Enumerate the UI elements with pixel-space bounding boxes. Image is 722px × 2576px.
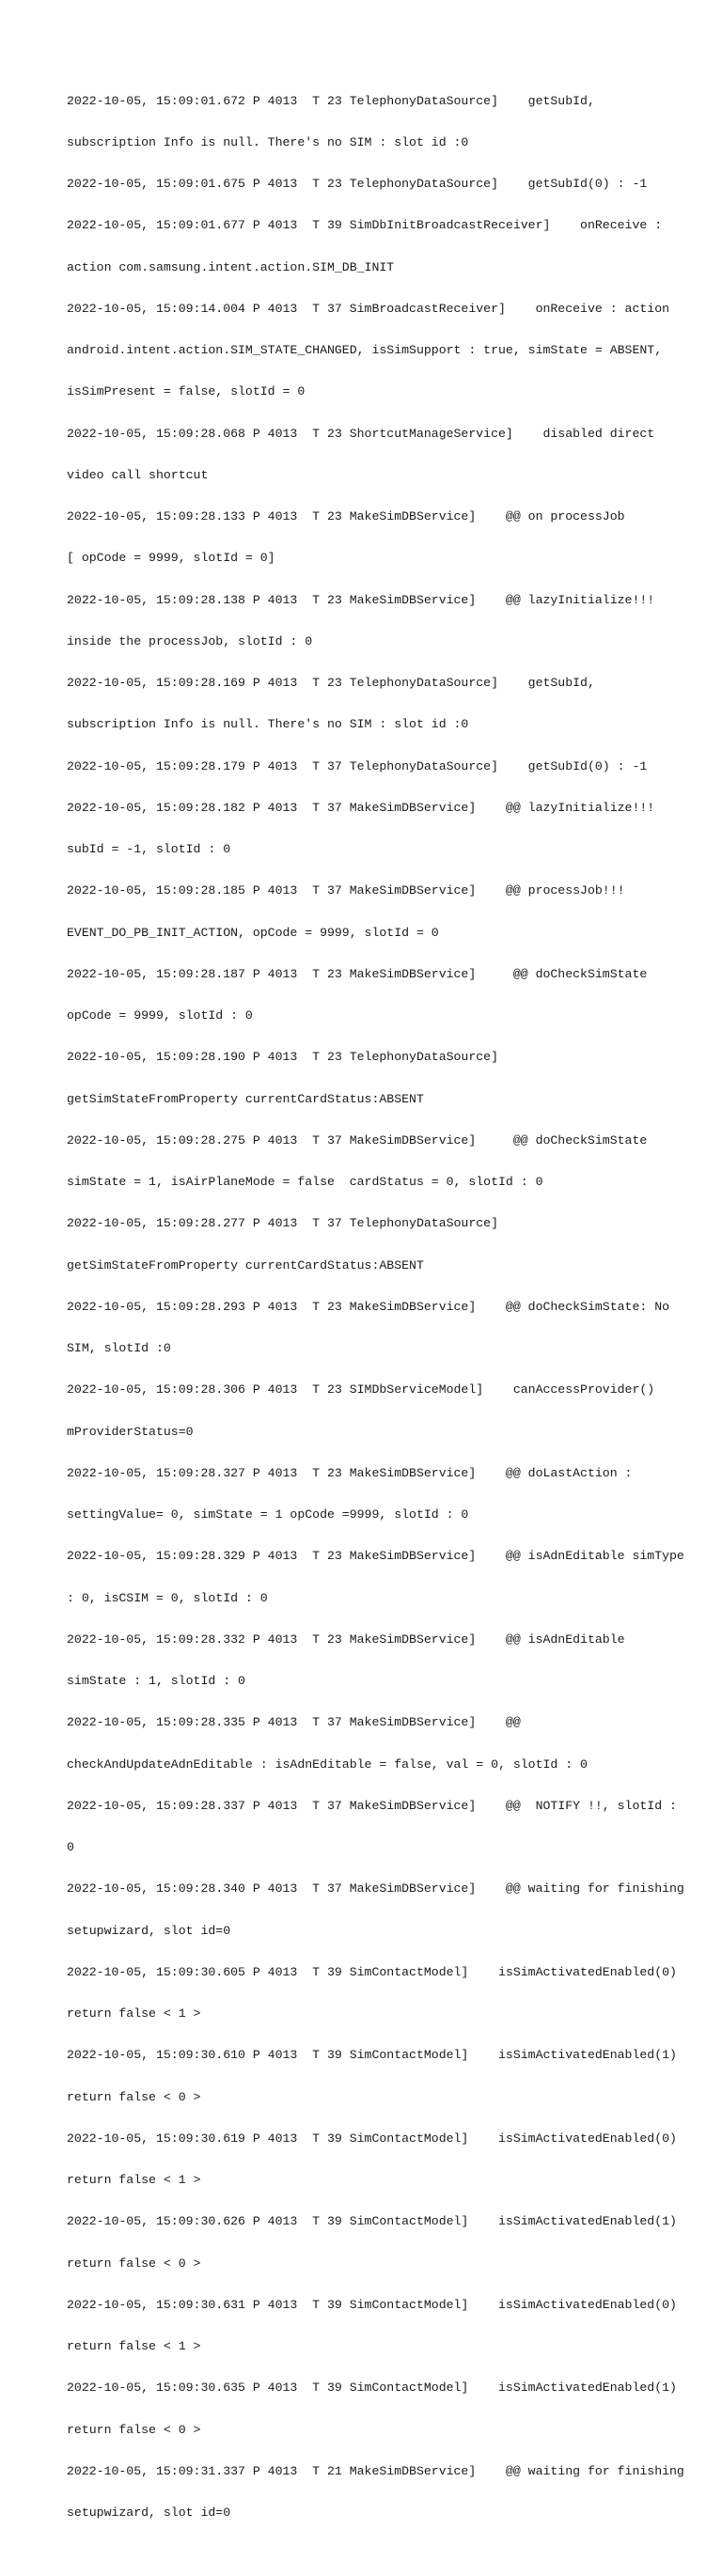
log-line: setupwizard, slot id=0 [67, 2506, 231, 2520]
log-line: getSimStateFromProperty currentCardStatus:ABSENT [67, 1091, 424, 1106]
log-line: SIM, slotId :0 [67, 1341, 171, 1355]
log-line: video call shortcut [67, 467, 209, 482]
log-line [67, 2548, 668, 2562]
log-line: 2022-10-05, 15:09:28.329 P 4013 T 23 MakeSimDBService] @@ isAdnEditable simType [67, 1549, 684, 1564]
log-line: isSimPresent = false, slotId = 0 [67, 384, 306, 399]
log-line: subId = -1, slotId : 0 [67, 842, 231, 856]
log-line: subscription Info is null. There's no SIM : slot id :0 [67, 717, 469, 732]
log-line: 2022-10-05, 15:09:30.605 P 4013 T 39 SimContactModel] isSimActivatedEnabled(0) [67, 1964, 677, 1979]
log-line: 2022-10-05, 15:09:28.335 P 4013 T 37 MakeSimDBService] @@ [67, 1715, 521, 1730]
log-line: return false < 0 > [67, 2422, 201, 2437]
log-line: 2022-10-05, 15:09:28.332 P 4013 T 23 MakeSimDBService] @@ isAdnEditable [67, 1631, 625, 1647]
log-line: 0 [67, 1840, 74, 1854]
log-line: 2022-10-05, 15:09:28.190 P 4013 T 23 TelephonyDataSource] [67, 1050, 498, 1065]
log-line: 2022-10-05, 15:09:28.182 P 4013 T 37 MakeSimDBService] @@ lazyInitialize!!! [67, 800, 655, 815]
log-line: 2022-10-05, 15:09:01.677 P 4013 T 39 SimDbInitBroadcastReceiver] onReceive : [67, 218, 663, 233]
log-line: 2022-10-05, 15:09:28.337 P 4013 T 37 MakeSimDBService] @@ NOTIFY !!, slotId : [67, 1798, 677, 1813]
log-line: 2022-10-05, 15:09:14.004 P 4013 T 37 SimBroadcastReceiver] onReceive : action [67, 301, 670, 316]
log-line: 2022-10-05, 15:09:01.672 P 4013 T 23 TelephonyDataSource] getSubId, [67, 93, 595, 108]
log-line: 2022-10-05, 15:09:28.138 P 4013 T 23 MakeSimDBService] @@ lazyInitialize!!! [67, 592, 655, 607]
log-line: subscription Info is null. There's no SIM : slot id :0 [67, 134, 469, 149]
log-line: mProviderStatus=0 [67, 1424, 194, 1439]
log-line: 2022-10-05, 15:09:28.306 P 4013 T 23 SIMDbServiceModel] canAccessProvider() [67, 1382, 655, 1397]
log-line: 2022-10-05, 15:09:30.631 P 4013 T 39 SimContactModel] isSimActivatedEnabled(0) [67, 2297, 677, 2312]
log-line: return false < 1 > [67, 2173, 201, 2187]
log-line: 2022-10-05, 15:09:28.169 P 4013 T 23 TelephonyDataSource] getSubId, [67, 676, 595, 690]
log-line: 2022-10-05, 15:09:30.619 P 4013 T 39 SimContactModel] isSimActivatedEnabled(0) [67, 2131, 677, 2146]
log-line: opCode = 9999, slotId : 0 [67, 1008, 253, 1023]
log-line: return false < 1 > [67, 2339, 201, 2353]
log-line: checkAndUpdateAdnEditable : isAdnEditable = false, val = 0, slotId : 0 [67, 1756, 588, 1772]
log-line: 2022-10-05, 15:09:01.675 P 4013 T 23 TelephonyDataSource] getSubId(0) : -1 [67, 177, 648, 191]
log-line: action com.samsung.intent.action.SIM_DB_INIT [67, 259, 395, 274]
log-line: simState : 1, slotId : 0 [67, 1674, 245, 1688]
log-line: 2022-10-05, 15:09:28.327 P 4013 T 23 MakeSimDBService] @@ doLastAction : [67, 1465, 633, 1480]
log-line: : 0, isCSIM = 0, slotId : 0 [67, 1590, 268, 1605]
log-line: 2022-10-05, 15:09:28.133 P 4013 T 23 MakeSimDBService] @@ on processJob [67, 509, 625, 523]
log-line: return false < 0 > [67, 2089, 201, 2104]
log-line: android.intent.action.SIM_STATE_CHANGED, isSimSupport : true, simState = ABSENT, [67, 343, 663, 357]
log-line: 2022-10-05, 15:09:28.277 P 4013 T 37 TelephonyDataSource] [67, 1216, 498, 1231]
log-line: [ opCode = 9999, slotId = 0] [67, 551, 275, 566]
log-line: return false < 1 > [67, 2006, 201, 2021]
log-line: 2022-10-05, 15:09:30.610 P 4013 T 39 SimContactModel] isSimActivatedEnabled(1) [67, 2048, 677, 2063]
log-line: settingValue= 0, simState = 1 opCode =9999, slotId : 0 [67, 1507, 469, 1522]
log-line: 2022-10-05, 15:09:30.626 P 4013 T 39 SimContactModel] isSimActivatedEnabled(1) [67, 2214, 677, 2229]
log-line: 2022-10-05, 15:09:31.337 P 4013 T 21 MakeSimDBService] @@ waiting for finishing [67, 2463, 684, 2478]
log-line: 2022-10-05, 15:09:30.635 P 4013 T 39 SimContactModel] isSimActivatedEnabled(1) [67, 2381, 677, 2396]
log-line: 2022-10-05, 15:09:28.275 P 4013 T 37 MakeSimDBService] @@ doCheckSimState [67, 1132, 648, 1147]
log-line: simState = 1, isAirPlaneMode = false cardStatus = 0, slotId : 0 [67, 1175, 543, 1189]
log-line: 2022-10-05, 15:09:28.068 P 4013 T 23 ShortcutManageService] disabled direct [67, 426, 655, 441]
log-line: setupwizard, slot id=0 [67, 1923, 231, 1938]
log-line: 2022-10-05, 15:09:28.187 P 4013 T 23 MakeSimDBService] @@ doCheckSimState [67, 966, 648, 981]
log-document [67, 67, 684, 2576]
log-line: 2022-10-05, 15:09:28.293 P 4013 T 23 MakeSimDBService] @@ doCheckSimState: No [67, 1299, 670, 1314]
log-line: 2022-10-05, 15:09:28.340 P 4013 T 37 MakeSimDBService] @@ waiting for finishing [67, 1881, 684, 1897]
log-line: getSimStateFromProperty currentCardStatus:ABSENT [67, 1257, 424, 1272]
log-line: 2022-10-05, 15:09:28.185 P 4013 T 37 MakeSimDBService] @@ processJob!!! [67, 883, 625, 898]
log-line: inside the processJob, slotId : 0 [67, 633, 313, 648]
log-line: return false < 0 > [67, 2256, 201, 2271]
log-line: 2022-10-05, 15:09:28.179 P 4013 T 37 TelephonyDataSource] getSubId(0) : -1 [67, 758, 648, 773]
log-line: EVENT_DO_PB_INIT_ACTION, opCode = 9999, slotId = 0 [67, 925, 439, 940]
